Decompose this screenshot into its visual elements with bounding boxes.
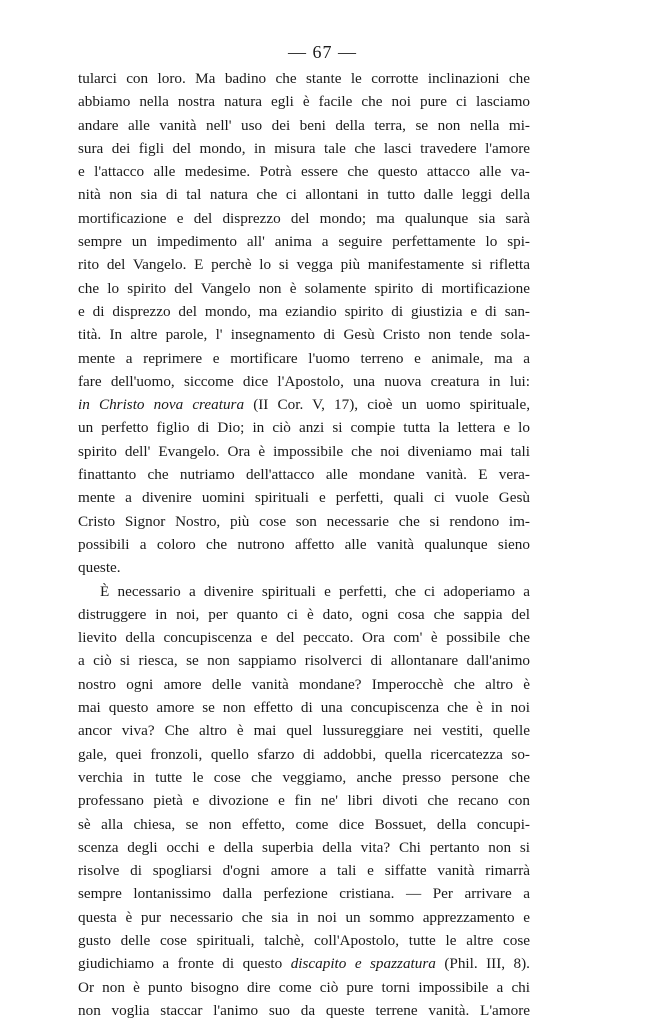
text-line: tità. In altre parole, l' insegnamento di Gesù Cristo non tende sola-: [78, 326, 530, 344]
text-line: verchia in tutte le cose che veggiamo, anche presso persone che: [78, 768, 530, 786]
paragraph-1: [78, 67, 530, 580]
text-line: È necessario a divenire spirituali e perfetti, che ci adoperiamo a: [100, 582, 530, 600]
text-line: possibili a coloro che nutrono affetto alle vanità qualunque sieno: [78, 535, 530, 553]
text-line: sè alla chiesa, se non effetto, come dice Bossuet, della concupi-: [78, 815, 530, 833]
text-line: a ciò si riesca, se non sappiamo risolverci di allontanare dall'animo: [78, 652, 530, 670]
text-line: giudichiamo a fronte di questo discapito e spazzatura (Phil. III, 8).: [78, 955, 530, 973]
text-line: andare alle vanità nell' uso dei beni della terra, se non nella mi-: [78, 116, 530, 134]
text-line: sempre un impedimento all' anima a seguire perfettamente lo spi-: [78, 233, 530, 251]
text-line: nità non sia di tal natura che ci allontani in tutto dalle leggi della: [78, 186, 530, 204]
text-line: tularci con loro. Ma badino che stante le corrotte inclinazioni che: [78, 70, 530, 87]
text-line: nostro ogni amore delle vanità mondane? Imperocchè che altro è: [78, 675, 530, 693]
body-text: [78, 67, 530, 1022]
text-line: distruggere in noi, per quanto ci è dato, ogni cosa che sappia del: [78, 605, 530, 623]
text-line: Or non è punto bisogno dire come ciò pure torni impossibile a chi: [78, 978, 530, 996]
text-line: lievito della concupiscenza e del peccato. Ora com' è possibile che: [78, 629, 530, 647]
text-line: abbiamo nella nostra natura egli è facile che noi pure ci lasciamo: [78, 93, 530, 111]
text-line: e di disprezzo del mondo, ma eziandio spirito di giustizia e di san-: [78, 302, 530, 320]
text-line: mente a reprimere e mortificare l'uomo terreno e animale, ma a: [78, 349, 530, 367]
text-line: in Christo nova creatura (II Cor. V, 17), cioè un uomo spirituale,: [78, 396, 530, 414]
text-line: un perfetto figlio di Dio; in ciò anzi si compie tutta la lettera e lo: [78, 419, 530, 437]
text-line: queste.: [78, 559, 121, 577]
text-line: e l'attacco alle medesime. Potrà essere che questo attacco alle va-: [78, 163, 530, 181]
text-line: Cristo Signor Nostro, più cose son necessarie che si rendono im-: [78, 512, 530, 530]
text-line: mortificazione e del disprezzo del mondo; ma qualunque sia sarà: [78, 209, 530, 227]
text-line: scenza degli occhi e della superbia della vita? Chi pertanto non si: [78, 838, 530, 856]
italic-phrase: discapito e spazzatura: [290, 955, 436, 973]
text-line: mente a divenire uomini spirituali e perfetti, quali ci vuole Gesù: [78, 489, 530, 507]
text-line: risolve di spogliarsi d'ogni amore a tali e siffatte vanità rimarrà: [78, 862, 530, 880]
italic-phrase: in Christo nova creatura: [78, 396, 245, 414]
text-line: spirito dell' Evangelo. Ora è impossibile che noi diveniamo mai tali: [78, 442, 530, 460]
page-number: — 67 —: [288, 42, 357, 62]
text-line: rito del Vangelo. E perchè lo si vegga più manifestamente si rifletta: [78, 256, 530, 274]
text-line: che lo spirito del Vangelo non è solamente spirito di mortificazione: [78, 279, 530, 297]
text-line: gusto delle cose spirituali, talchè, coll'Apostolo, tutte le altre cose: [78, 931, 530, 949]
text-line: sura dei figli del mondo, in misura tale che lasci travedere l'amore: [78, 139, 530, 157]
text-line: non voglia staccar l'animo suo da queste terrene vanità. L'amore: [78, 1001, 530, 1019]
text-line: questa è pur necessario che sia in noi un sommo apprezzamento e: [78, 908, 530, 926]
text-line: sempre lontanissimo dalla perfezione cristiana. — Per arrivare a: [78, 885, 530, 903]
text-line: gale, quei fronzoli, quello sfarzo di addobbi, quella ricercatezza so-: [78, 745, 530, 763]
text-line: fare dell'uomo, siccome dice l'Apostolo, una nuova creatura in lui:: [78, 372, 530, 390]
paragraph-2: [78, 580, 530, 1022]
text-line: ancor viva? Che altro è mai quel lussureggiare nei vestiti, quelle: [78, 722, 530, 740]
text-line: mai questo amore se non effetto di una concupiscenza che è in noi: [78, 699, 530, 717]
text-line: professano pietà e divozione e fin ne' libri divoti che recano con: [78, 792, 530, 810]
text-line: finattanto che nutriamo dell'attacco alle mondane vanità. E vera-: [78, 466, 530, 484]
